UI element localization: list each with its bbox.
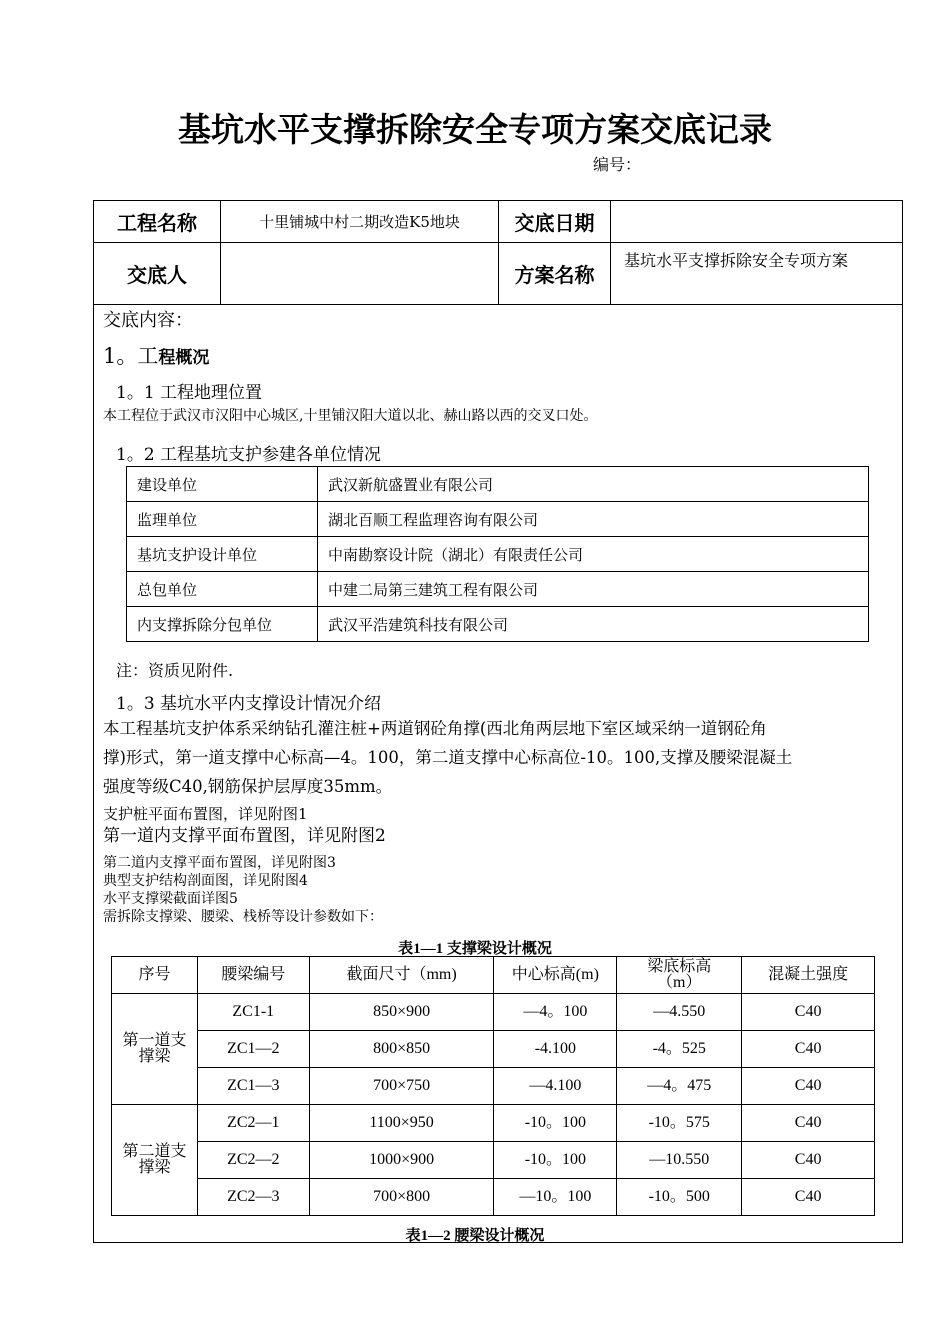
cell: C40 [742, 1031, 875, 1068]
cell: —4。100 [494, 994, 617, 1031]
disclosure-date-value [611, 201, 902, 242]
unit-role: 总包单位 [127, 572, 318, 607]
cell: —4.100 [494, 1068, 617, 1105]
unit-name: 武汉平浩建筑科技有限公司 [318, 607, 869, 642]
divider [94, 304, 902, 305]
section-1-number: 1。 [103, 344, 138, 368]
section-1-title-rest: 程概况 [158, 348, 210, 368]
table-row [127, 572, 869, 607]
table-row [127, 502, 869, 537]
document-title: 基坑水平支撑拆除安全专项方案交底记录 [178, 110, 772, 149]
unit-name: 武汉新航盛置业有限公司 [318, 467, 869, 502]
cell: -10。500 [617, 1179, 742, 1216]
cell: C40 [742, 1142, 875, 1179]
units-table [126, 466, 869, 642]
col-header: 混凝土强度 [742, 957, 875, 994]
section-1-3-paragraph [103, 714, 792, 801]
paragraph-line: 本工程基坑支护体系采纳钻孔灌注桩+两道钢砼角撑(西北角两层地下室区域采纳一道钢砼角 [103, 719, 767, 738]
table-row [112, 1031, 875, 1068]
project-name-value: 十里铺城中村二期改造K5地块 [259, 212, 460, 231]
table-row [112, 1179, 875, 1216]
plan-name-value: 基坑水平支撑拆除安全专项方案 [624, 251, 849, 270]
unit-role: 监理单位 [127, 502, 318, 537]
col-header: 中心标高(m) [494, 957, 617, 994]
col-header: 梁底标高（m） [617, 957, 742, 994]
col-header: 序号 [112, 957, 198, 994]
section-1-heading [103, 340, 209, 370]
unit-name: 湖北百顺工程监理咨询有限公司 [318, 502, 869, 537]
cell: C40 [742, 994, 875, 1031]
paragraph-line: 撑)形式，第一道支撑中心标高—4。100，第二道支撑中心标高位-10。100,支撑及腰梁混凝土 [103, 748, 793, 767]
discloser-label: 交底人 [127, 263, 187, 287]
unit-role: 内支撑拆除分包单位 [127, 607, 318, 642]
unit-name: 中建二局第三建筑工程有限公司 [318, 572, 869, 607]
cell: ZC2—1 [197, 1105, 309, 1142]
support-beam-table [111, 956, 875, 1216]
design-params-intro: 需拆除支撑梁、腰梁、栈桥等设计参数如下： [103, 909, 383, 925]
plan-name-label: 方案名称 [514, 263, 595, 287]
document-number-label: 编号： [593, 155, 642, 174]
section-1-1-heading: 1。1 工程地理位置 [116, 383, 263, 403]
table-row [112, 1105, 875, 1142]
cell: -10。100 [494, 1142, 617, 1179]
section-1-title-first: 工 [137, 344, 159, 368]
cell: —10.550 [617, 1142, 742, 1179]
section-1-1-text: 本工程位于武汉市汉阳中心城区,十里铺汉阳大道以北、赫山路以西的交叉口处。 [103, 408, 598, 424]
table-row [112, 1142, 875, 1179]
cell: ZC2—2 [197, 1142, 309, 1179]
cell: 700×800 [309, 1179, 494, 1216]
section-1-2-heading: 1。2 工程基坑支护参建各单位情况 [116, 445, 382, 465]
cell: —4.550 [617, 994, 742, 1031]
cell: -4.100 [494, 1031, 617, 1068]
table-row [112, 1068, 875, 1105]
paragraph-line: 强度等级C40,钢筋保护层厚度35mm。 [103, 777, 393, 796]
cell: -10。575 [617, 1105, 742, 1142]
unit-name: 中南勘察设计院（湖北）有限责任公司 [318, 537, 869, 572]
table-header-row [112, 957, 875, 994]
project-name-label: 工程名称 [117, 211, 197, 235]
discloser-value [221, 243, 498, 304]
cell: ZC1—2 [197, 1031, 309, 1068]
cell: 1100×950 [309, 1105, 494, 1142]
cell: -4。525 [617, 1031, 742, 1068]
table-row [127, 607, 869, 642]
cell: -10。100 [494, 1105, 617, 1142]
cell: C40 [742, 1068, 875, 1105]
table-1-2-caption: 表1—2 腰梁设计概况 [405, 1228, 545, 1244]
cell: 1000×900 [309, 1142, 494, 1179]
cell: —4。475 [617, 1068, 742, 1105]
table-row [112, 994, 875, 1031]
group-label: 第一道支撑梁 [112, 994, 198, 1105]
cell: 800×850 [309, 1031, 494, 1068]
cell: C40 [742, 1179, 875, 1216]
disclosure-date-label: 交底日期 [514, 211, 595, 235]
figure-ref-5: 水平支撑梁截面详图5 [103, 891, 238, 907]
cell: ZC1-1 [197, 994, 309, 1031]
qualification-note: 注：资质见附件. [116, 661, 234, 680]
col-header: 腰梁编号 [197, 957, 309, 994]
section-1-3-heading: 1。3 基坑水平内支撑设计情况介绍 [116, 694, 382, 714]
group-label: 第二道支撑梁 [112, 1105, 198, 1216]
table-row [127, 537, 869, 572]
cell: ZC2—3 [197, 1179, 309, 1216]
cell: 850×900 [309, 994, 494, 1031]
table-row [127, 467, 869, 502]
unit-role: 基坑支护设计单位 [127, 537, 318, 572]
unit-role: 建设单位 [127, 467, 318, 502]
col-header: 截面尺寸（mm) [309, 957, 494, 994]
figure-ref-3: 第二道内支撑平面布置图，详见附图3 [103, 855, 336, 871]
figure-ref-2: 第一道内支撑平面布置图，详见附图2 [103, 826, 386, 846]
cell: ZC1—3 [197, 1068, 309, 1105]
figure-ref-1: 支护桩平面布置图，详见附图1 [103, 805, 308, 823]
cell: C40 [742, 1105, 875, 1142]
cell: 700×750 [309, 1068, 494, 1105]
table-1-1-caption: 表1—1 支撑梁设计概况 [398, 941, 552, 957]
content-label: 交底内容： [103, 310, 193, 331]
cell: —10。100 [494, 1179, 617, 1216]
figure-ref-4: 典型支护结构剖面图，详见附图4 [103, 873, 308, 889]
